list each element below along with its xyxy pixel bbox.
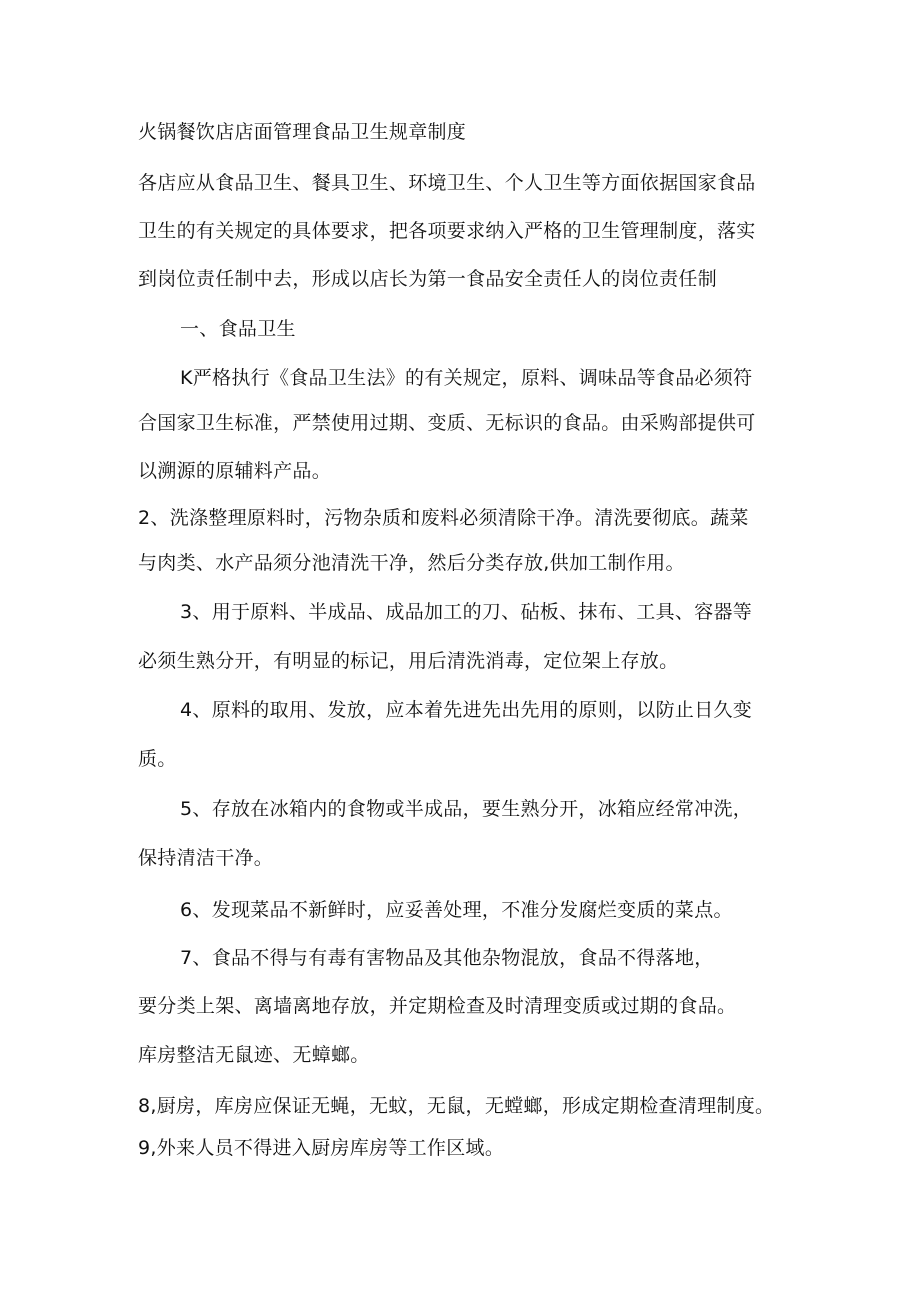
paragraph-line: 9,外来人员不得进入厨房库房等工作区域。 — [138, 1137, 505, 1159]
paragraph-line: 与肉类、水产品须分池清洗干净，然后分类存放,供加工制作用。 — [138, 552, 685, 574]
paragraph-line: 6、发现菜品不新鲜时，应妥善处理，不准分发腐烂变质的菜点。 — [180, 899, 733, 921]
paragraph-line: 合国家卫生标准，严禁使用过期、变质、无标识的食品。由采购部提供可 — [138, 412, 756, 434]
paragraph-line: 5、存放在冰箱内的食物或半成品，要生熟分开，冰箱应经常冲洗， — [180, 798, 753, 820]
paragraph-line: 质。 — [138, 748, 177, 770]
paragraph-line: 以溯源的原辅料产品。 — [138, 460, 332, 482]
paragraph-line: 2、洗涤整理原料时，污物杂质和废料必须清除干净。清洗要彻底。蔬菜 — [138, 507, 749, 529]
paragraph-line: 8,厨房，库房应保证无蝇，无蚊，无鼠，无螳螂，形成定期检查清理制度。 — [138, 1095, 775, 1117]
paragraph-line: 卫生的有关规定的具体要求，把各项要求纳入严格的卫生管理制度，落实 — [138, 220, 756, 242]
paragraph-line: 要分类上架、离墙离地存放，并定期检查及时清理变质或过期的食品。 — [138, 995, 737, 1017]
paragraph-line: 保持清洁干净。 — [138, 847, 274, 869]
document-title: 火锅餐饮店店面管理食品卫生规章制度 — [138, 121, 467, 143]
paragraph-line: 库房整洁无鼠迹、无蟑螂。 — [138, 1044, 370, 1066]
paragraph-line: 各店应从食品卫生、餐具卫生、环境卫生、个人卫生等方面依据国家食品 — [138, 172, 756, 194]
paragraph-line: 7、食品不得与有毒有害物品及其他杂物混放，食品不得落地， — [180, 947, 714, 969]
paragraph-line: 到岗位责任制中去，形成以店长为第一食品安全责任人的岗位责任制 — [138, 268, 718, 290]
paragraph-line: 必须生熟分开，有明显的标记，用后清洗消毒，定位架上存放。 — [138, 650, 679, 672]
paragraph-line: 4、原料的取用、发放，应本着先进先出先用的原则，以防止日久变 — [180, 699, 753, 721]
section-heading: 一、食品卫生 — [180, 318, 296, 340]
paragraph-line: 3、用于原料、半成品、成品加工的刀、砧板、抹布、工具、容器等 — [180, 601, 753, 623]
paragraph-line: K严格执行《食品卫生法》的有关规定，原料、调味品等食品必须符 — [180, 367, 753, 389]
